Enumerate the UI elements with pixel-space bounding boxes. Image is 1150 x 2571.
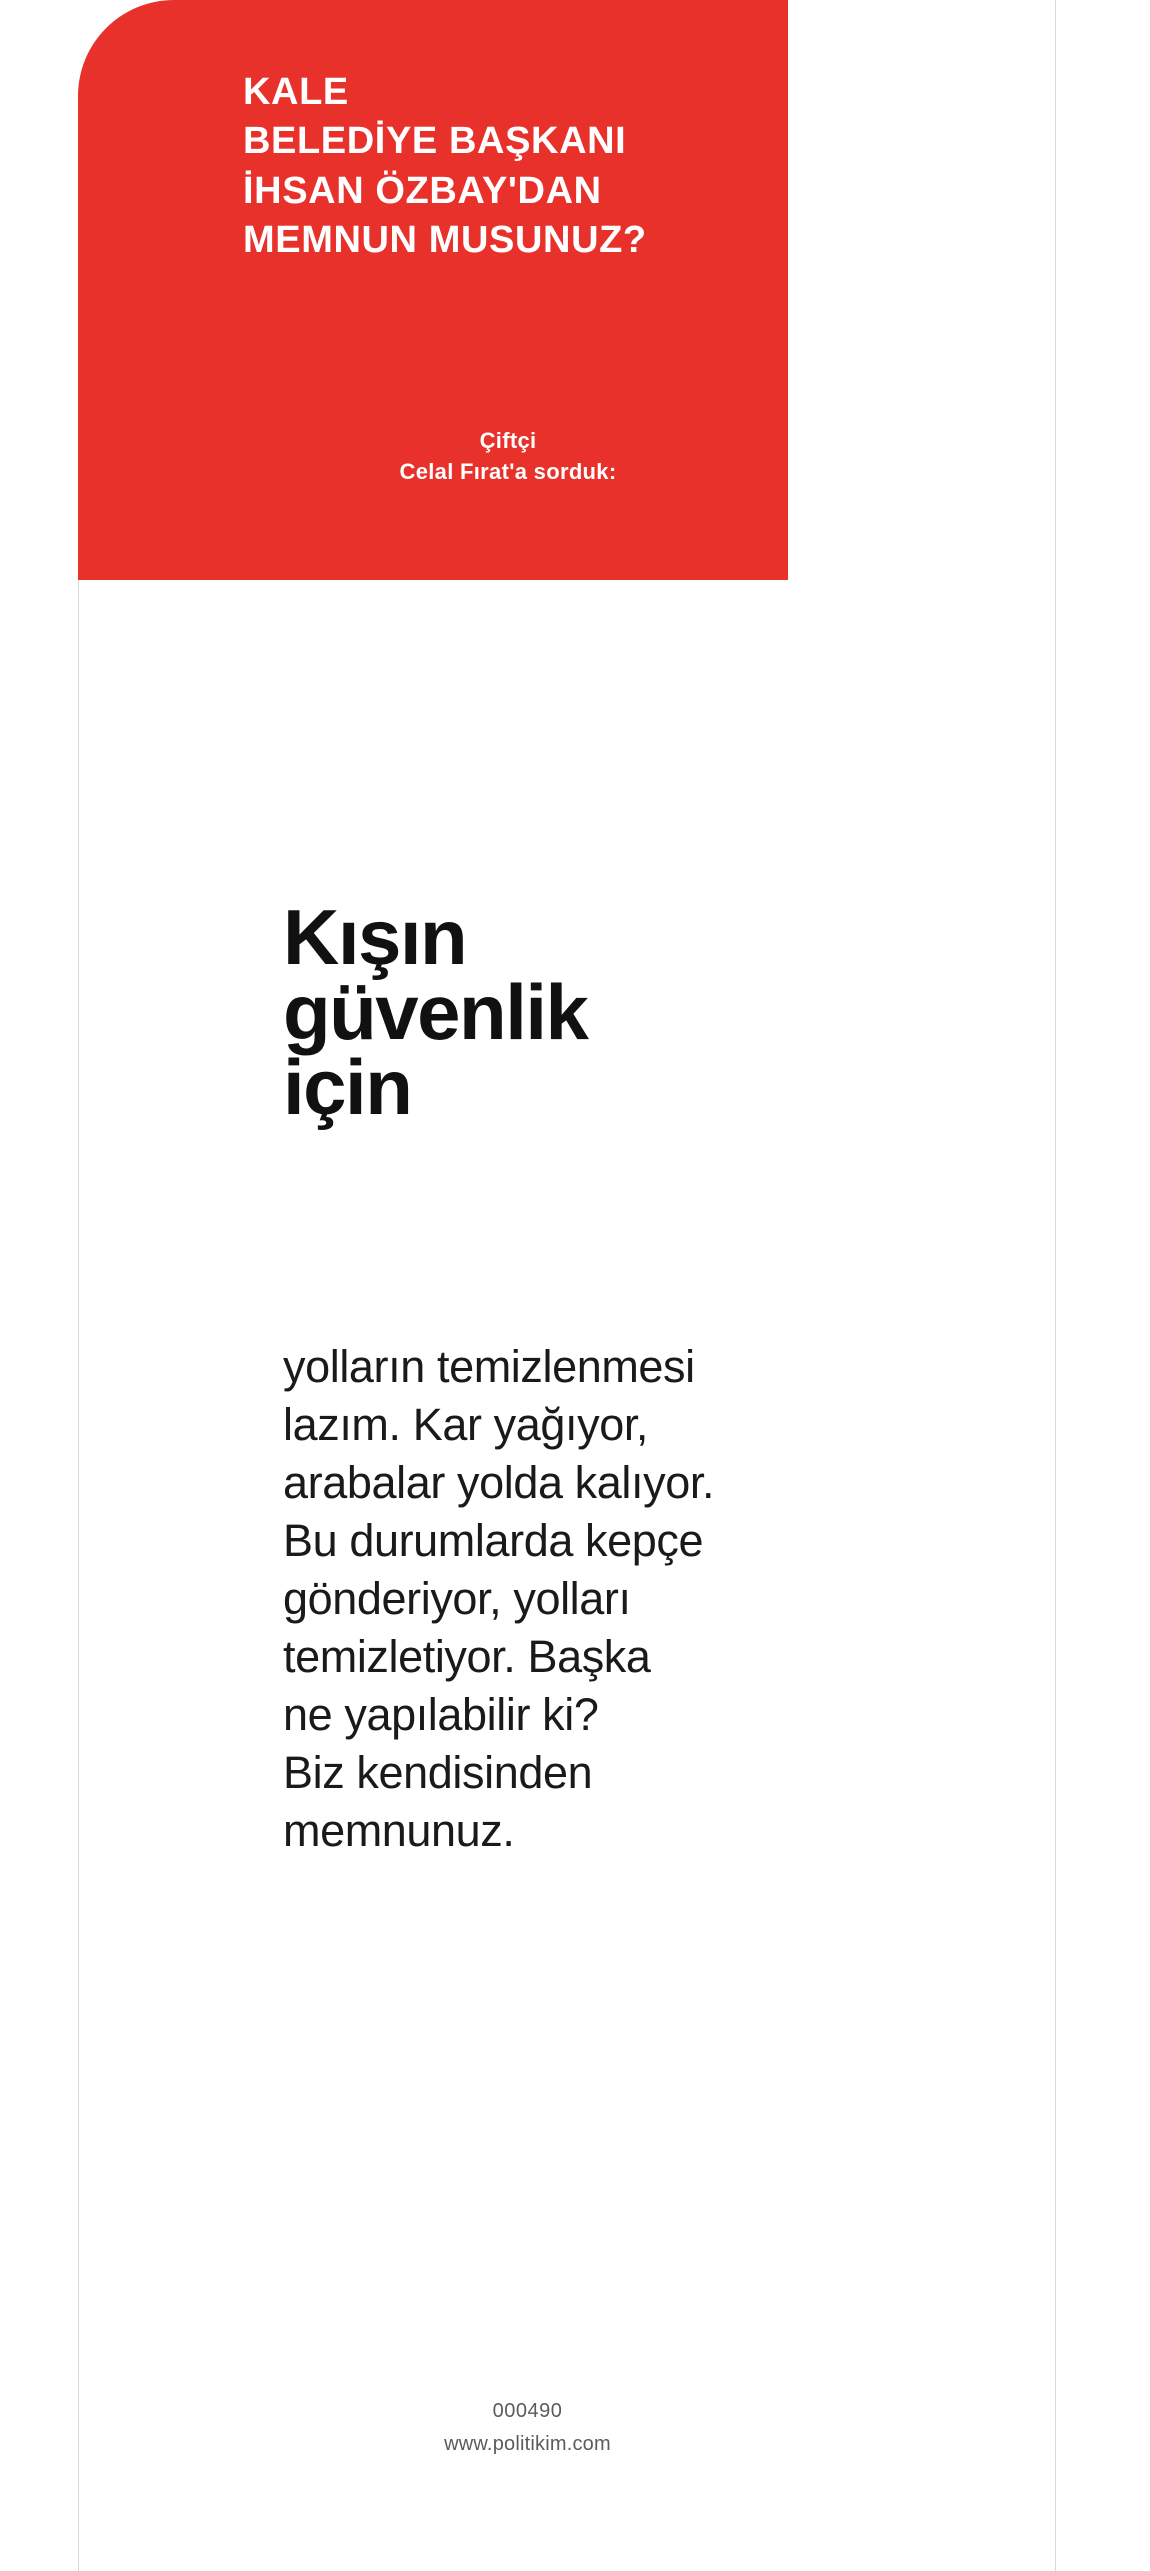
headline-line-2: BELEDİYE BAŞKANI: [243, 120, 627, 163]
attribution-line-1: Çiftçi: [479, 428, 537, 453]
quote-emphasis-line-3: için: [283, 1042, 412, 1131]
headline-line-1: KALE: [243, 71, 349, 113]
quote-body-line-8: Biz kendisinden: [283, 1747, 593, 1799]
headline: [243, 68, 647, 266]
quote-body-line-3: arabalar yolda kalıyor.: [283, 1457, 715, 1509]
footer-website: www.politikim.com: [444, 2433, 611, 2455]
quote-emphasis-line-1: Kışın: [283, 893, 467, 981]
attribution: [243, 425, 773, 487]
column-rule-right: [1055, 0, 1056, 2571]
quote-emphasis-line-2: güvenlik: [283, 967, 588, 1056]
footer: [0, 2400, 1055, 2456]
attribution-line-2: Celal Fırat'a sorduk:: [399, 459, 617, 485]
quote-body-line-1: yolların temizlenmesi: [283, 1341, 695, 1392]
red-header-block: [78, 0, 788, 580]
quote-body-line-2: lazım. Kar yağıyor,: [283, 1399, 649, 1451]
quote-body-line-4: Bu durumlarda kepçe: [283, 1515, 704, 1567]
headline-line-4: MEMNUN MUSUNUZ?: [243, 219, 647, 262]
quote-body-line-9: memnunuz.: [283, 1805, 515, 1857]
quote-emphasis: [283, 893, 843, 1131]
footer-code: 000490: [492, 2400, 563, 2422]
quote-body-line-7: ne yapılabilir ki?: [283, 1689, 599, 1741]
quote-body: [283, 1338, 883, 1860]
quote-body-line-6: temizletiyor. Başka: [283, 1631, 651, 1683]
headline-line-3: İHSAN ÖZBAY'DAN: [243, 169, 602, 212]
quote-body-line-5: gönderiyor, yolları: [283, 1573, 631, 1625]
